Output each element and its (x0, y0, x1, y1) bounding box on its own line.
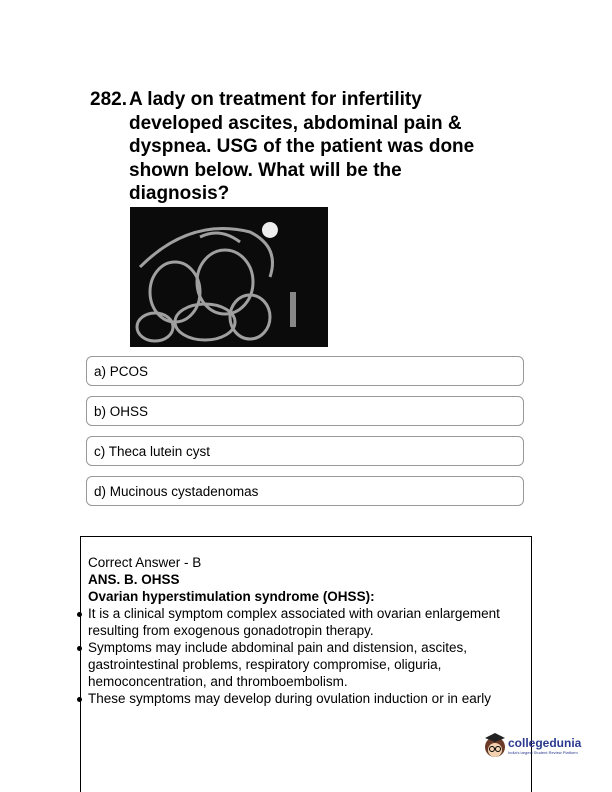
question (90, 88, 489, 206)
collegedunia-logo (482, 730, 581, 760)
option-b[interactable]: b) OHSS (86, 396, 524, 426)
bullet-item: It is a clinical symptom complex associated with ovarian enlargement resulting from exogenous gonadotropin therapy. (88, 605, 508, 639)
bullet-item: These symptoms may develop during ovulation induction or in early (88, 690, 531, 707)
option-a[interactable]: a) PCOS (86, 356, 524, 386)
option-c[interactable]: c) Theca lutein cyst (86, 436, 524, 466)
answer-label: ANS. B. OHSS (88, 572, 180, 587)
correct-answer: Correct Answer - B (88, 555, 202, 570)
ultrasound-image (130, 207, 328, 347)
explanation-heading: Ovarian hyperstimulation syndrome (OHSS): (88, 589, 375, 604)
question-number: 282. (90, 89, 127, 110)
answer-explanation (80, 536, 532, 792)
logo-tagline: India's largest Student Review Platform (508, 749, 578, 755)
bullet-item: Symptoms may include abdominal pain and distension, ascites, gastrointestinal problems, respiratory compromise, oliguria, hemoconcentration, and thromboembolism. (88, 639, 518, 690)
logo-name: collegedunia (508, 735, 582, 750)
question-text: A lady on treatment for infertility developed ascites, abdominal pain & dyspnea. USG of the patient was done shown below. What will be the diagnosis? (129, 89, 475, 204)
option-d[interactable]: d) Mucinous cystadenomas (86, 476, 524, 506)
mascot-icon (482, 730, 508, 760)
